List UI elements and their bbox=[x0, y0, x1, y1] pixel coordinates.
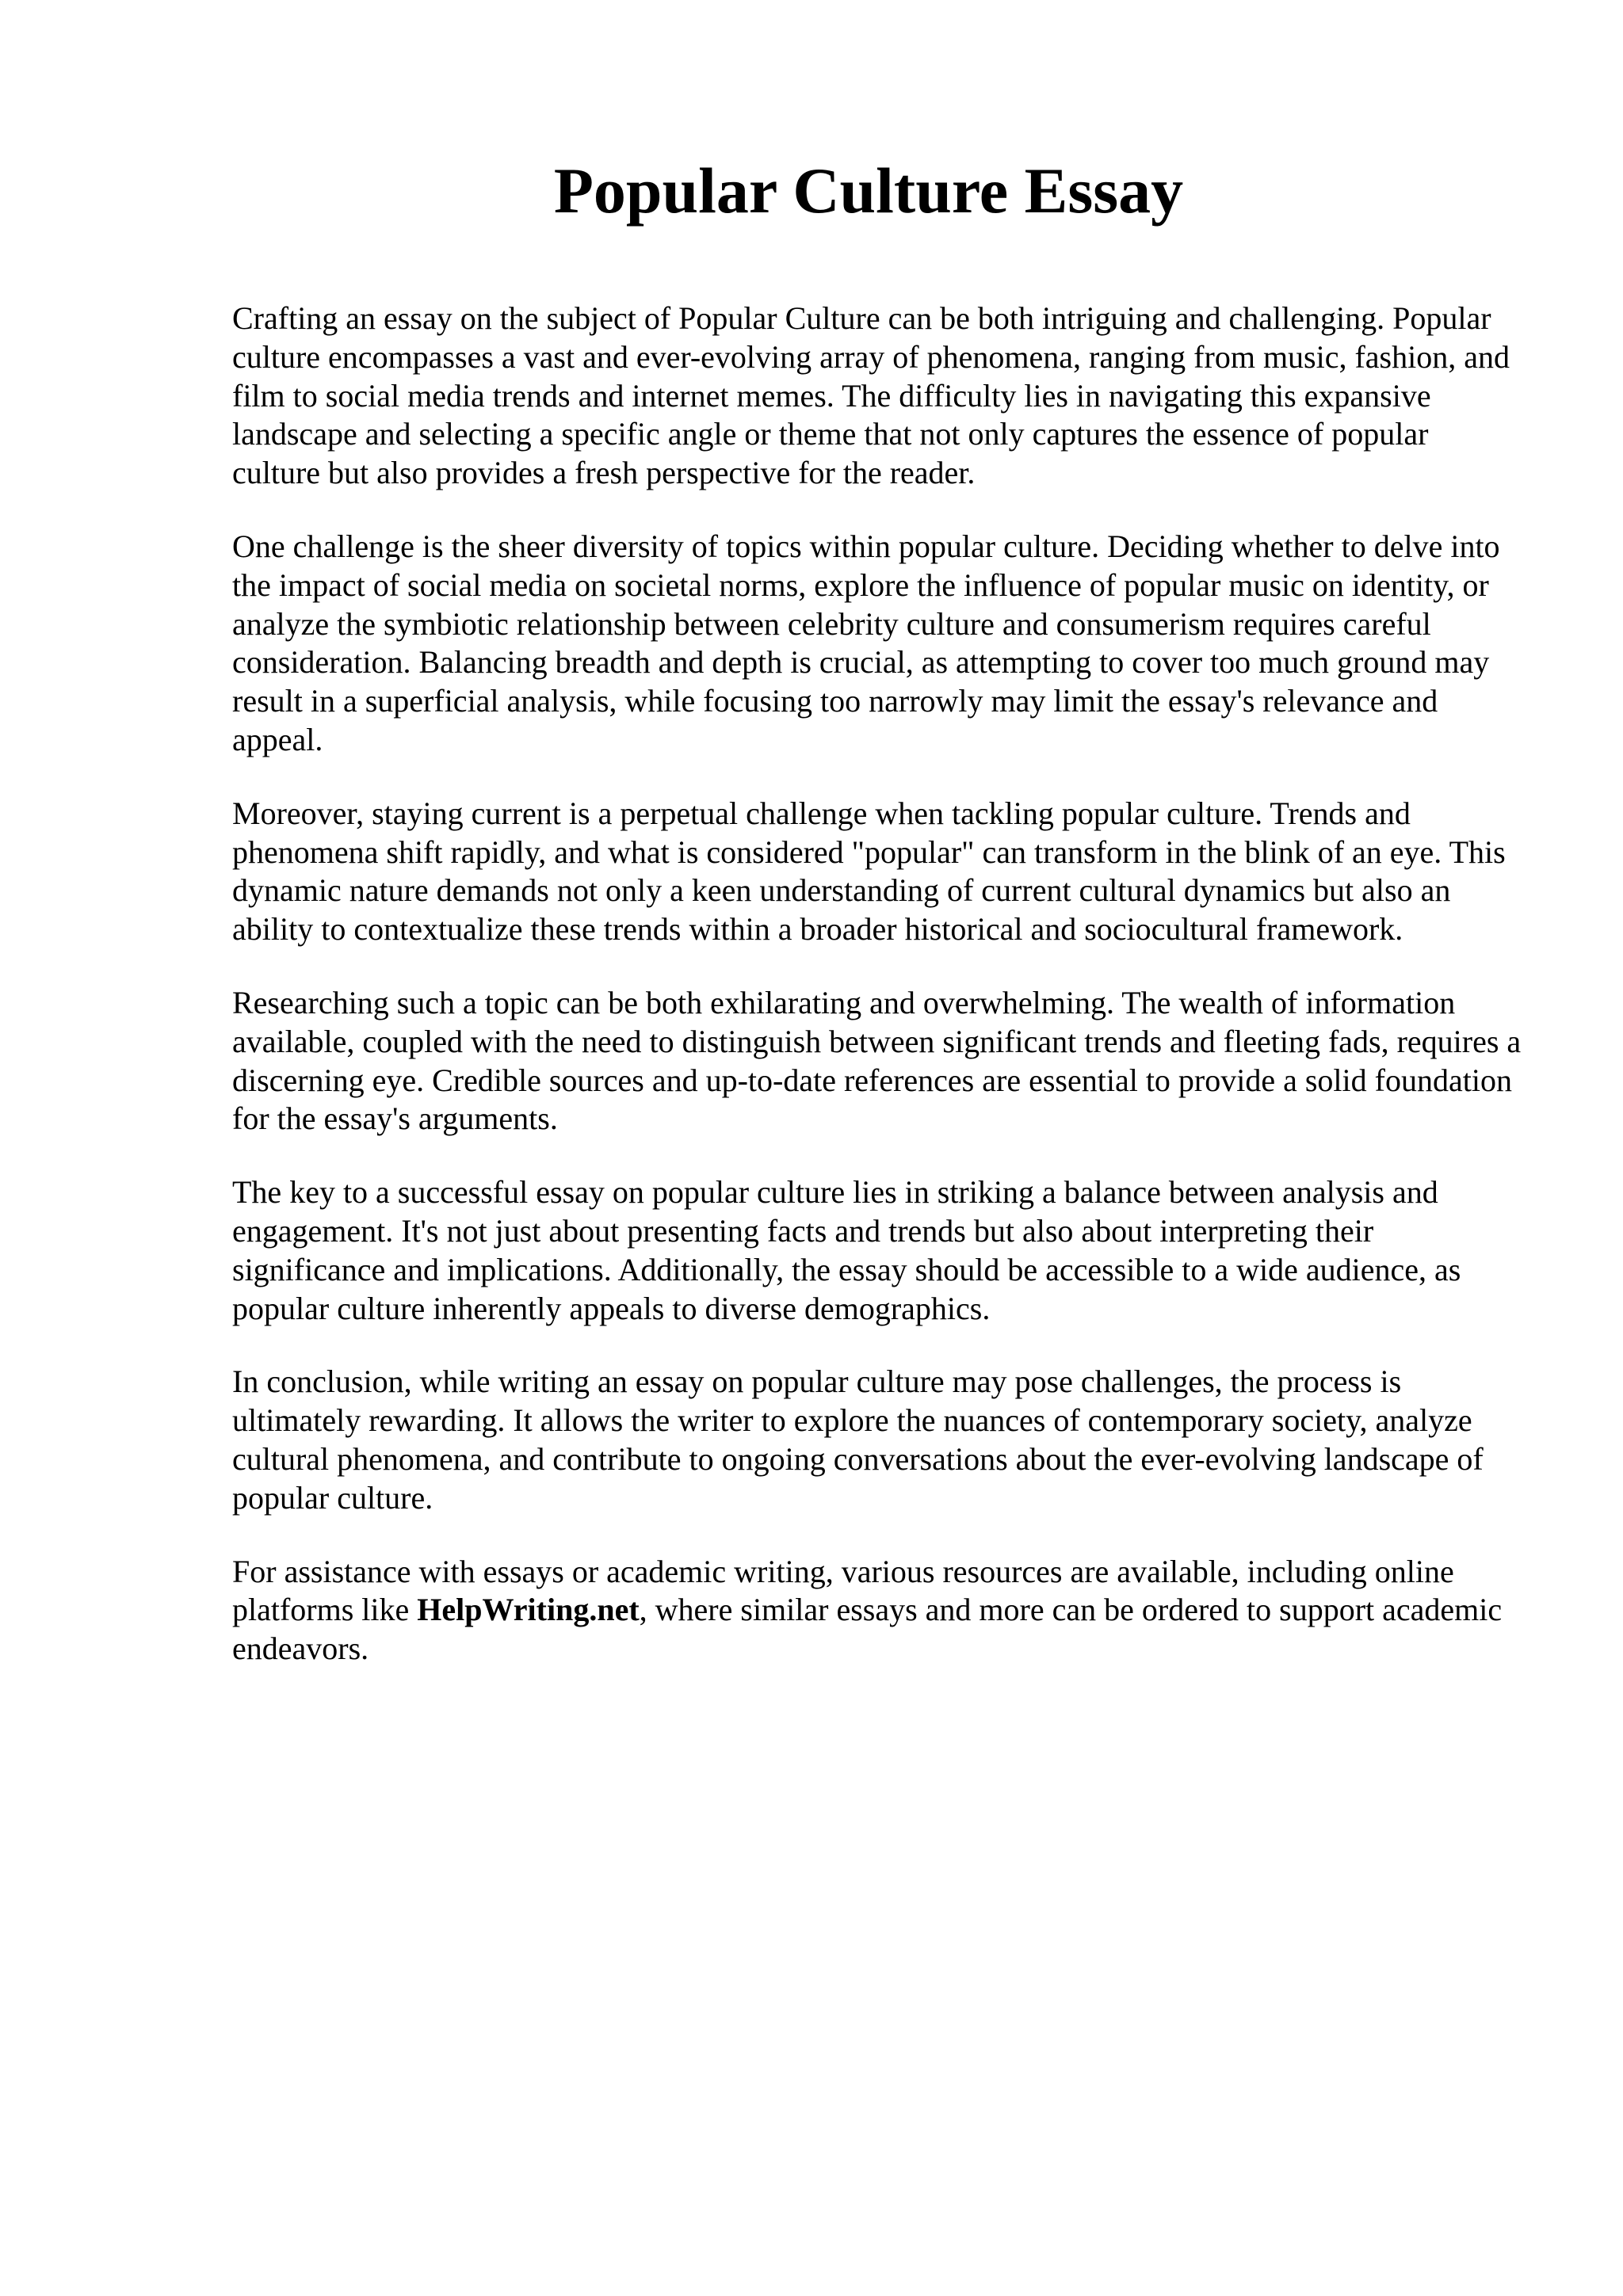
paragraph-4: Researching such a topic can be both exhilarating and overwhelming. The wealth of information available, coupled with the need to distinguish between significant trends and fleeting fads, requires a discerning eye. Credible sources and up-to-date references are essential to provide a solid foundation for the essay's arguments. bbox=[232, 984, 1522, 1137]
paragraph-3: Moreover, staying current is a perpetual challenge when tackling popular culture. Trends and phenomena shift rapidly, and what is considered "popular" can transform in the blink of an eye. This dynamic nature demands not only a keen understanding of current cultural dynamics but also an ability to contextualize these trends within a broader historical and sociocultural framework. bbox=[232, 795, 1506, 948]
paragraph-2: One challenge is the sheer diversity of topics within popular culture. Deciding whether to delve into the impact of social media on societal norms, explore the influence of popular music on identity, or analyze the symbiotic relationship between celebrity culture and consumerism requires careful consideration. Balancing breadth and depth is crucial, as attempting to cover too much ground may result in a superficial analysis, while focusing too narrowly may limit the essay's relevance and appeal. bbox=[232, 528, 1500, 757]
closing-text-before: For assistance with essays or academic writing, various resources are available, including online platforms like bbox=[232, 1553, 1454, 1628]
helpwriting-link[interactable]: HelpWriting.net bbox=[417, 1592, 640, 1628]
paragraph-5: The key to a successful essay on popular culture lies in striking a balance between analysis and engagement. It's not just about presenting facts and trends but also about interpreting their significance and implications. Additionally, the essay should be accessible to a wide audience, as popular culture inherently appeals to diverse demographics. bbox=[232, 1174, 1461, 1326]
paragraph-6: In conclusion, while writing an essay on popular culture may pose challenges, the process is ultimately rewarding. It allows the writer to explore the nuances of contemporary society, analyze cultural phenomena, and contribute to ongoing conversations about the ever-evolving landscape of popular culture. bbox=[232, 1363, 1484, 1516]
paragraph-1: Crafting an essay on the subject of Popular Culture can be both intriguing and challenging. Popular culture encompasses a vast and ever-evolving array of phenomena, ranging from music, fashion, and film to social media trends and internet memes. The difficulty lies in navigating this expansive landscape and selecting a specific angle or theme that not only captures the essence of popular culture but also provides a fresh perspective for the reader. bbox=[232, 300, 1510, 491]
closing-text-after: , where similar essays and more can be ordered to support academic endeavors. bbox=[232, 1592, 1503, 1667]
page-title: Popular Culture Essay bbox=[553, 154, 1184, 227]
essay-body bbox=[232, 299, 1524, 1703]
closing-paragraph bbox=[232, 1553, 1524, 1669]
